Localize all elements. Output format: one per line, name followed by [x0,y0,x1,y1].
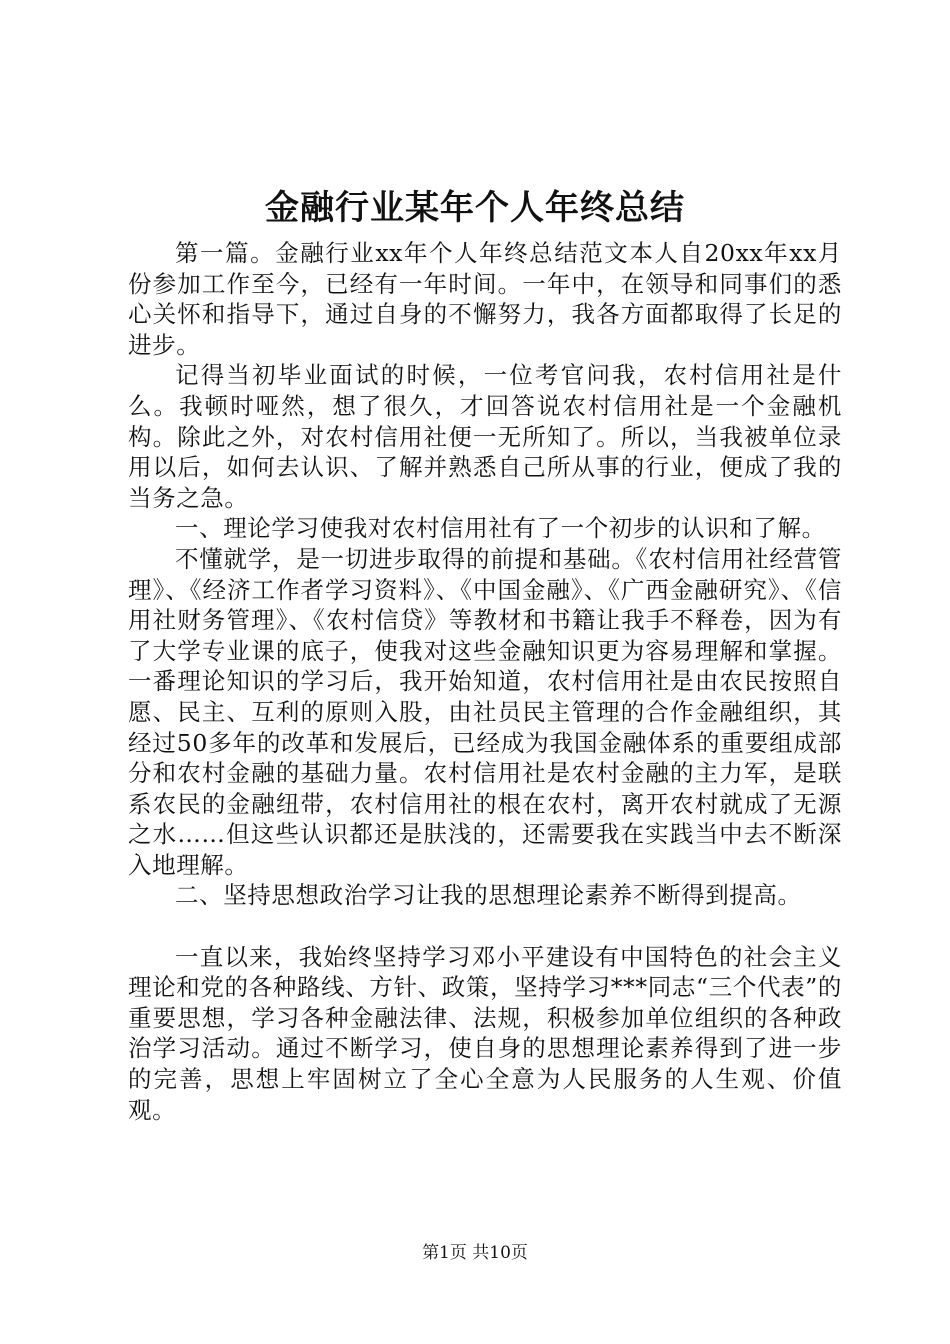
paragraph-interview: 记得当初毕业面试的时候，一位考官问我，农村信用社是什么。我顿时哑然，想了很久，才回答说农村信用社是一个金融机构。除此之外，对农村信用社便一无所知了。所以，当我被单位录用以后，如何去认识、了解并熟悉自己所从事的行业，便成了我的当务之急。 [128,361,842,512]
document-title: 金融行业某年个人年终总结 [265,188,685,228]
document-body [128,238,842,1125]
paragraph-intro: 第一篇。金融行业xx年个人年终总结范文本人自20xx年xx月份参加工作至今，已经有一年时间。一年中，在领导和同事们的悉心关怀和指导下，通过自身的不懈努力，我各方面都取得了长足的进步。 [128,239,842,359]
page-footer: 第1页 共10页 [422,1243,528,1263]
paragraph-theory-study: 不懂就学，是一切进步取得的前提和基础。《农村信用社经营管理》、《经济工作者学习资料》、《中国金融》、《广西金融研究》、《信用社财务管理》、《农村信贷》等教材和书籍让我手不释卷，因为有了大学专业课的底子，使我对这些金融知识更为容易理解和掌握。一番理论知识的学习后，我开始知道，农村信用社是由农民按照自愿、民主、互利的原则入股，由社员民主管理的合作金融组织，其经过50多年的改革和发展后，已经成为我国金融体系的重要组成部分和农村金融的基础力量。农村信用社是农村金融的主力军，是联系农民的金融纽带，农村信用社的根在农村，离开农村就成了无源之水……但这些认识都还是肤浅的，还需要我在实践当中去不断深入地理解。 [128,544,842,879]
section-heading-theory: 一、理论学习使我对农村信用社有了一个初步的认识和了解。 [175,514,826,543]
paragraph-political-study: 一直以来，我始终坚持学习邓小平建设有中国特色的社会主义理论和党的各种路线、方针、政策，坚持学习***同志“三个代表”的重要思想，学习各种金融法律、法规，积极参加单位组织的各种政治学习活动。通过不断学习，使自身的思想理论素养得到了进一步的完善，思想上牢固树立了全心全意为人民服务的人生观、价值观。 [128,942,842,1124]
section-heading-political: 二、坚持思想政治学习让我的思想理论素养不断得到提高。 [175,881,802,910]
